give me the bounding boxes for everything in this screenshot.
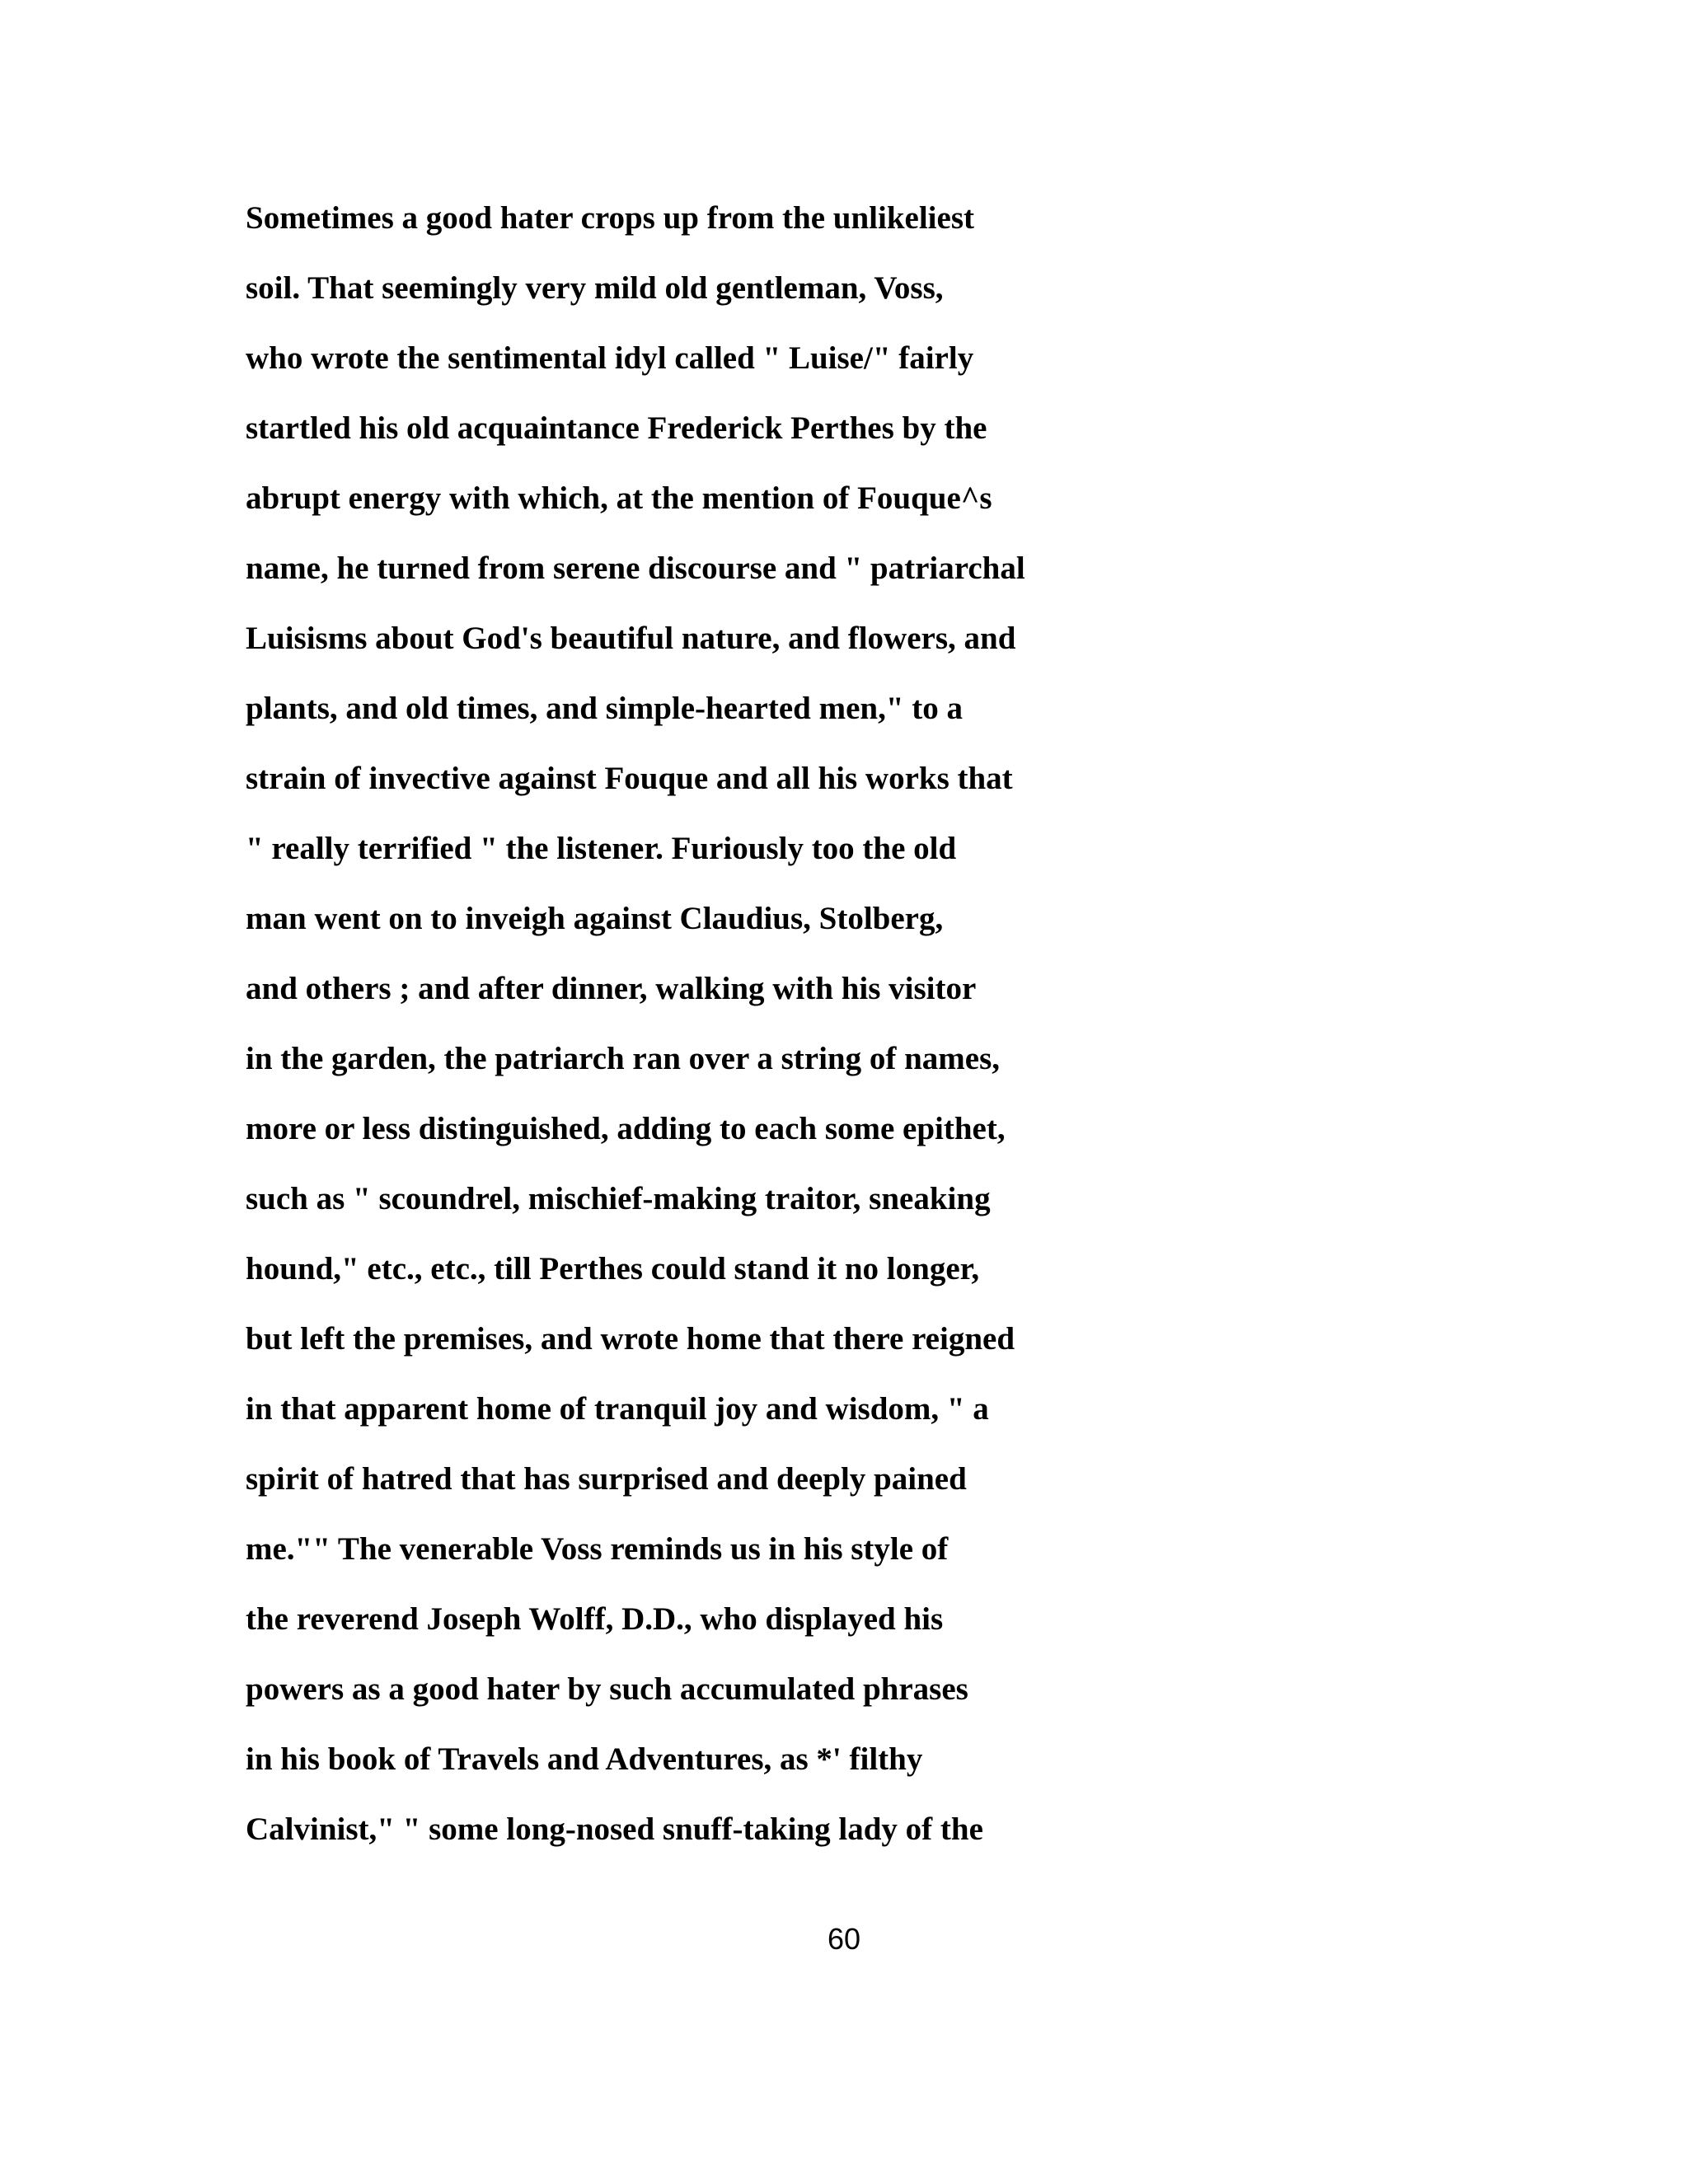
text-line: in the garden, the patriarch ran over a string of names, — [246, 1041, 1000, 1076]
text-line: and others ; and after dinner, walking with his visitor — [246, 971, 977, 1006]
body-text — [246, 183, 1482, 1864]
text-line: more or less distinguished, adding to each some epithet, — [246, 1111, 1006, 1146]
text-line: man went on to inveigh against Claudius, Stolberg, — [246, 901, 944, 936]
text-line: but left the premises, and wrote home that there reigned — [246, 1321, 1015, 1357]
text-line: such as " scoundrel, mischief-making traitor, sneaking — [246, 1181, 991, 1216]
text-line: spirit of hatred that has surprised and deeply pained — [246, 1461, 967, 1497]
text-line: the reverend Joseph Wolff, D.D., who displayed his — [246, 1601, 944, 1637]
text-line: soil. That seemingly very mild old gentleman, Voss, — [246, 270, 944, 306]
text-line: strain of invective against Fouque and all his works that — [246, 761, 1013, 796]
text-line: abrupt energy with which, at the mention of Fouque^s — [246, 480, 992, 516]
text-line: powers as a good hater by such accumulated phrases — [246, 1671, 968, 1707]
text-line: Sometimes a good hater crops up from the unlikeliest — [246, 200, 974, 236]
text-line: Calvinist," " some long-nosed snuff-taking lady of the — [246, 1811, 983, 1847]
text-line: hound," etc., etc., till Perthes could stand it no longer, — [246, 1251, 980, 1286]
text-line: in his book of Travels and Adventures, as *' filthy — [246, 1741, 923, 1777]
text-line: in that apparent home of tranquil joy and wisdom, " a — [246, 1391, 989, 1427]
text-line: name, he turned from serene discourse and " patriarchal — [246, 551, 1025, 586]
page-number: 60 — [827, 1922, 861, 1956]
text-line: plants, and old times, and simple-hearted men," to a — [246, 691, 963, 726]
text-line: Luisisms about God's beautiful nature, and flowers, and — [246, 621, 1016, 656]
text-line: " really terrified " the listener. Furiously too the old — [246, 831, 957, 866]
text-line: who wrote the sentimental idyl called " Luise/" fairly — [246, 340, 974, 376]
text-line: startled his old acquaintance Frederick Perthes by the — [246, 410, 987, 446]
text-line: me."" The venerable Voss reminds us in his style of — [246, 1531, 949, 1567]
